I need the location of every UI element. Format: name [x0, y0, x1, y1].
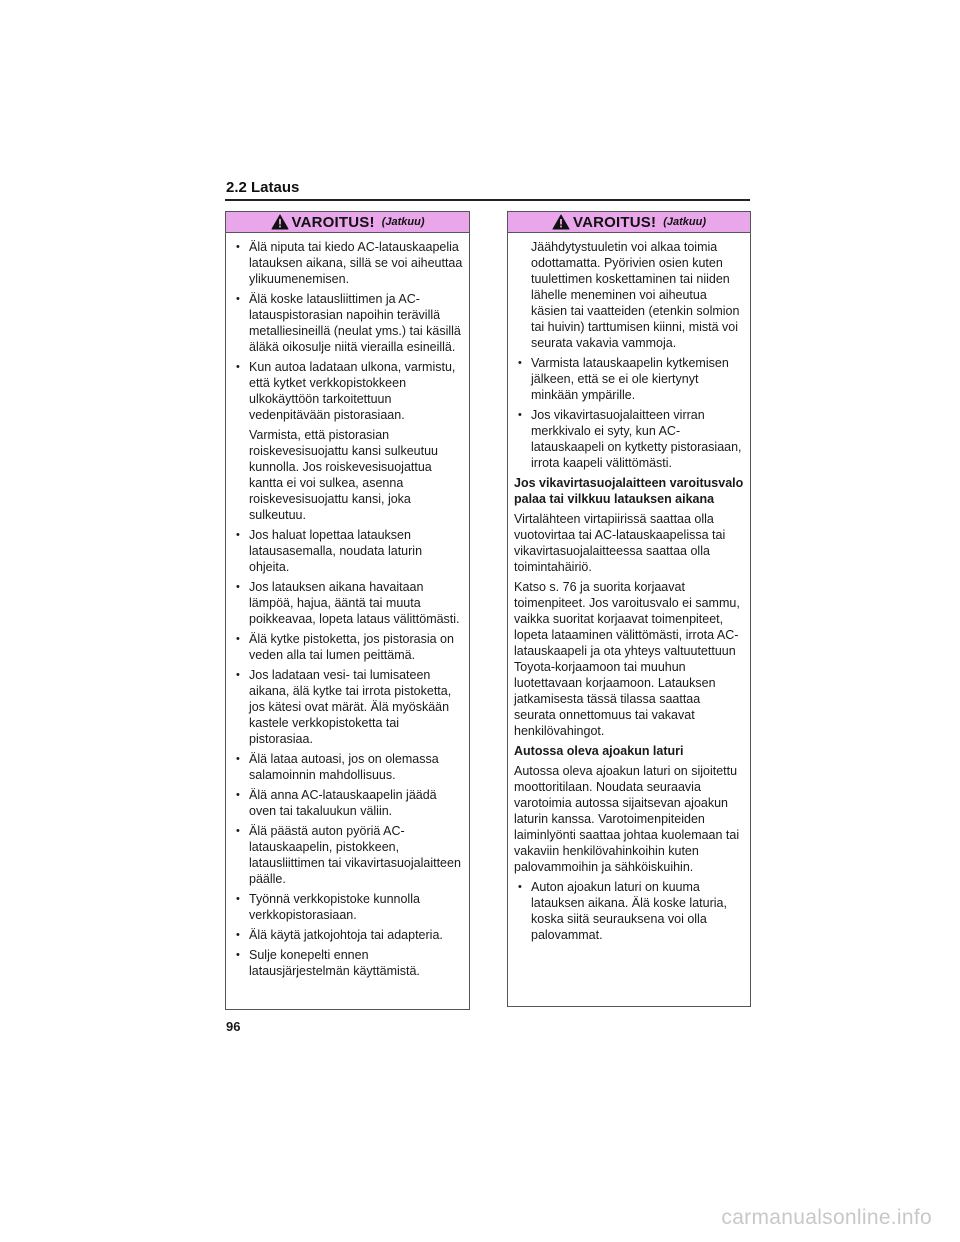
warning-body [226, 233, 469, 979]
warning-continuation: Varmista, että pistorasian roiskevesisuojattu kansi sulkeutuu kunnolla. Jos roiskevesisuojattua kantta ei voi sulkea, asenna roiskevesisuojattu kansi, joka sulkeutuu. [249, 428, 438, 522]
warning-bullet: • Auton ajoakun laturi on kuuma latauksen aikana. Älä koske laturia, koska siitä seurauksena voi olla palovammat. [514, 879, 744, 943]
warning-continued-label: (Jatkuu) [663, 216, 706, 228]
warning-title: VAROITUS! [573, 213, 657, 231]
warning-continuation: Jäähdytystuuletin voi alkaa toimia odottamatta. Pyörivien osien kuten tuulettimen koskettaminen tai niiden lähelle meneminen voi aiheutua käsien tai vaatteiden (etenkin solmion tai huivin) tarttumisen kiinni, mistä voi seurata vakavia vammoja. [531, 240, 740, 350]
warning-bullet: • Älä koske latausliittimen ja AC-latauspistorasian napoihin terävillä metalliesineillä (neulat yms.) tai käsillä äläkä oikosulje niitä vierailla esineillä. [232, 291, 463, 355]
warning-subheading: Autossa oleva ajoakun laturi [514, 744, 684, 758]
warning-bullet: • Jos haluat lopettaa latauksen latausasemalla, noudata laturin ohjeita. [232, 527, 463, 575]
watermark-text: carmanualsonline.info [721, 1206, 932, 1229]
warning-bullet: • Jos ladataan vesi- tai lumisateen aikana, älä kytke tai irrota pistoketta, jos kätesi ovat märät. Älä myöskään kastele verkkopistoketta tai pistorasiaa. [232, 667, 463, 747]
page-number: 96 [226, 1019, 241, 1034]
warning-bullet: • Älä käytä jatkojohtoja tai adapteria. [232, 927, 463, 943]
warning-bullet: • Älä lataa autoasi, jos on olemassa salamoinnin mahdollisuus. [232, 751, 463, 783]
warning-bullet: • Jos vikavirtasuojalaitteen virran merkkivalo ei syty, kun AC-latauskaapeli on kytketty pistorasiaan, irrota kaapeli välittömästi. [514, 407, 744, 471]
warning-bullet: • Työnnä verkkopistoke kunnolla verkkopistorasiaan. [232, 891, 463, 923]
warning-paragraph: Katso s. 76 ja suorita korjaavat toimenpiteet. Jos varoitusvalo ei sammu, vaikka suoritat korjaavat toimenpiteet, lopeta lataaminen välittömästi, irrota AC-latauskaapeli ja ota yhteys valtuutettuun Toyota-korjaamoon tai muuhun luotettavaan korjaamoon. Latauksen jatkamisesta tässä tilassa saattaa seurata onnettomuus tai vakavat henkilövahingot. [514, 580, 740, 738]
warning-header [508, 212, 750, 233]
warning-triangle-icon [552, 214, 570, 230]
warning-bullet: • Kun autoa ladataan ulkona, varmistu, että kytket verkkopistokkeen ulkokäyttöön tarkoitettuun vedenpitävään pistorasiaan. [232, 359, 463, 423]
warning-bullet: • Älä anna AC-latauskaapelin jäädä oven tai takaluukun väliin. [232, 787, 463, 819]
warning-bullet: • Sulje konepelti ennen latausjärjestelmän käyttämistä. [232, 947, 463, 979]
warning-bullet: • Varmista latauskaapelin kytkemisen jälkeen, että se ei ole kiertynyt minkään ympärille. [514, 355, 744, 403]
warning-paragraph: Autossa oleva ajoakun laturi on sijoitettu moottoritilaan. Noudata seuraavia varotoimia autossa sijaitsevan ajoakun laturin kanssa. Varotoimenpiteiden laiminlyönti saattaa johtaa kuolemaan tai vakaviin henkilövahinkoihin kuten palovammoihin ja sähköiskuihin. [514, 764, 740, 874]
warning-title: VAROITUS! [291, 213, 375, 231]
section-title: 2.2 Lataus [226, 179, 300, 196]
warning-continued-label: (Jatkuu) [381, 216, 425, 228]
warning-triangle-icon [271, 214, 289, 230]
warning-bullet: • Jos latauksen aikana havaitaan lämpöä, hajua, ääntä tai muuta poikkeavaa, lopeta lataus välittömästi. [232, 579, 463, 627]
warning-bullet: • Älä niputa tai kiedo AC-latauskaapelia latauksen aikana, sillä se voi aiheuttaa ylikuumenemisen. [232, 239, 463, 287]
warning-subheading: Jos vikavirtasuojalaitteen varoitusvalo palaa tai vilkkuu latauksen aikana [514, 476, 744, 506]
warning-box-left [225, 211, 470, 1010]
warning-bullet: • Älä kytke pistoketta, jos pistorasia on veden alla tai lumen peittämä. [232, 631, 463, 663]
warning-paragraph: Virtalähteen virtapiirissä saattaa olla vuotovirtaa tai AC-latauskaapelissa tai vikavirtasuojalaitteessa saattaa olla toimintahäiriö. [514, 512, 726, 574]
section-title-rule [225, 199, 750, 201]
warning-box-right [507, 211, 751, 1007]
warning-header [226, 212, 469, 233]
warning-bullet: • Älä päästä auton pyöriä AC-latauskaapelin, pistokkeen, latausliittimen tai vikavirtasuojalaitteen päälle. [232, 823, 463, 887]
warning-body [508, 233, 750, 943]
